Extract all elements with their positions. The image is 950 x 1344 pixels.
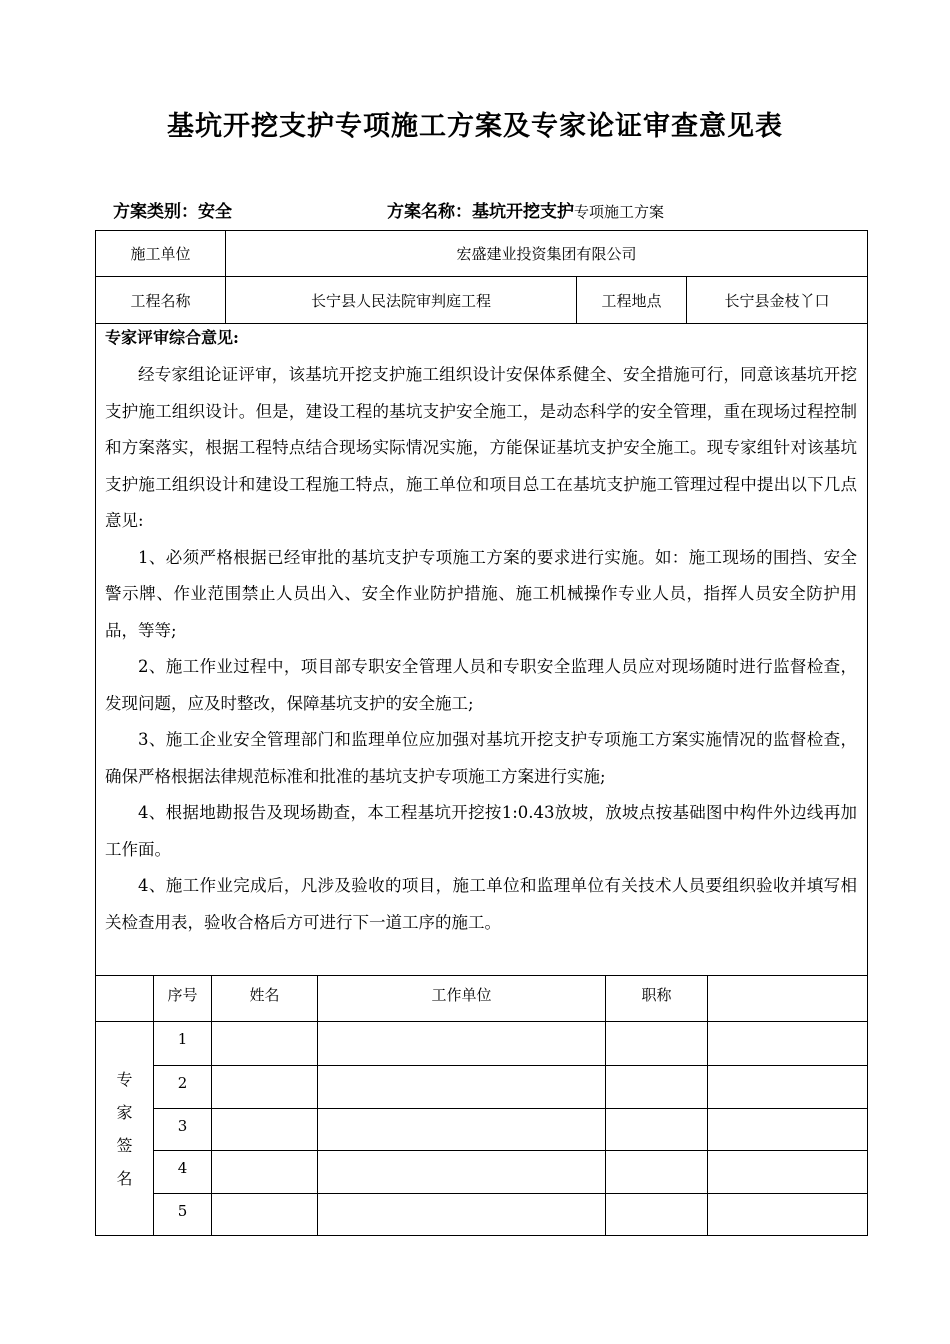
col-divider — [707, 975, 708, 1236]
opinion-paragraph: 2、施工作业过程中，项目部专职安全管理人员和专职安全监理人员应对现场随时进行监督检查，发现问题，应及时整改，保障基坑支护的安全施工; — [105, 657, 857, 713]
header-name: 姓名 — [249, 985, 280, 1004]
opinion-paragraph: 1、必须严格根据已经审批的基坑支护专项施工方案的要求进行实施。如：施工现场的围挡、安全警示牌、作业范围禁止人员出入、安全作业防护措施、施工机械操作专业人员，指挥人员安全防护用品，等等; — [105, 547, 857, 640]
row-divider — [153, 1193, 868, 1194]
row-number: 3 — [177, 1117, 188, 1135]
opinion-paragraph: 4、施工作业完成后，凡涉及验收的项目，施工单位和监理单位有关技术人员要组织验收并填写相关检查用表，验收合格后方可进行下一道工序的施工。 — [105, 876, 857, 932]
side-char: 专 — [116, 1070, 133, 1089]
header-seq: 序号 — [167, 985, 198, 1004]
unit-label: 施工单位 — [130, 245, 191, 263]
header-work-unit: 工作单位 — [431, 985, 492, 1004]
category-value: 安全 — [198, 202, 232, 222]
expert-opinion — [105, 325, 857, 941]
opinion-heading: 专家评审综合意见: — [105, 328, 239, 347]
project-label: 工程名称 — [130, 291, 191, 310]
side-char: 家 — [116, 1103, 133, 1122]
category-label: 方案类别： — [113, 202, 198, 222]
project-value: 长宁县人民法院审判庭工程 — [310, 291, 491, 310]
col-divider — [211, 975, 212, 1236]
col-divider — [317, 975, 318, 1236]
name-value-rest: 专项施工方案 — [574, 203, 665, 221]
row-divider — [153, 1150, 868, 1151]
header-title: 职称 — [641, 985, 672, 1004]
opinion-paragraph: 经专家组论证评审，该基坑开挖支护施工组织设计安保体系健全、安全措施可行，同意该基坑开挖支护施工组织设计。但是，建设工程的基坑支护安全施工，是动态科学的安全管理，重在现场过程控制和方案落实，根据工程特点结合现场实际情况实施，方能保证基坑支护安全施工。现专家组针对该基坑支护施工组织设计和建设工程施工特点，施工单位和项目总工在基坑支护施工管理过程中提出以下几点意见: — [105, 365, 857, 530]
side-char: 签 — [116, 1136, 133, 1155]
col-divider — [605, 975, 606, 1236]
expert-signature-label — [96, 1022, 153, 1236]
row-number: 1 — [177, 1030, 188, 1048]
row-divider — [95, 323, 868, 324]
opinion-paragraph: 3、施工企业安全管理部门和监理单位应加强对基坑开挖支护专项施工方案实施情况的监督检查，确保严格根据法律规范标准和批准的基坑支护专项施工方案进行实施; — [105, 730, 857, 786]
unit-value: 宏盛建业投资集团有限公司 — [456, 245, 637, 263]
scheme-name — [387, 197, 664, 222]
row-divider — [153, 1108, 868, 1109]
scheme-category — [113, 197, 232, 222]
opinion-paragraph: 4、根据地勘报告及现场勘查，本工程基坑开挖按1:0.43放坡，放坡点按基础图中构件外边线再加工作面。 — [105, 803, 857, 859]
name-label: 方案名称： — [387, 202, 472, 222]
page-title: 基坑开挖支护专项施工方案及专家论证审查意见表 — [167, 111, 783, 142]
row-number: 4 — [177, 1159, 188, 1177]
location-label: 工程地点 — [601, 291, 662, 310]
row-number: 2 — [177, 1074, 188, 1092]
location-value: 长宁县金枝丫口 — [724, 291, 830, 310]
row-divider — [153, 1065, 868, 1066]
name-value-bold: 基坑开挖支护 — [472, 202, 574, 222]
side-char: 名 — [116, 1169, 133, 1188]
row-number: 5 — [177, 1202, 188, 1220]
